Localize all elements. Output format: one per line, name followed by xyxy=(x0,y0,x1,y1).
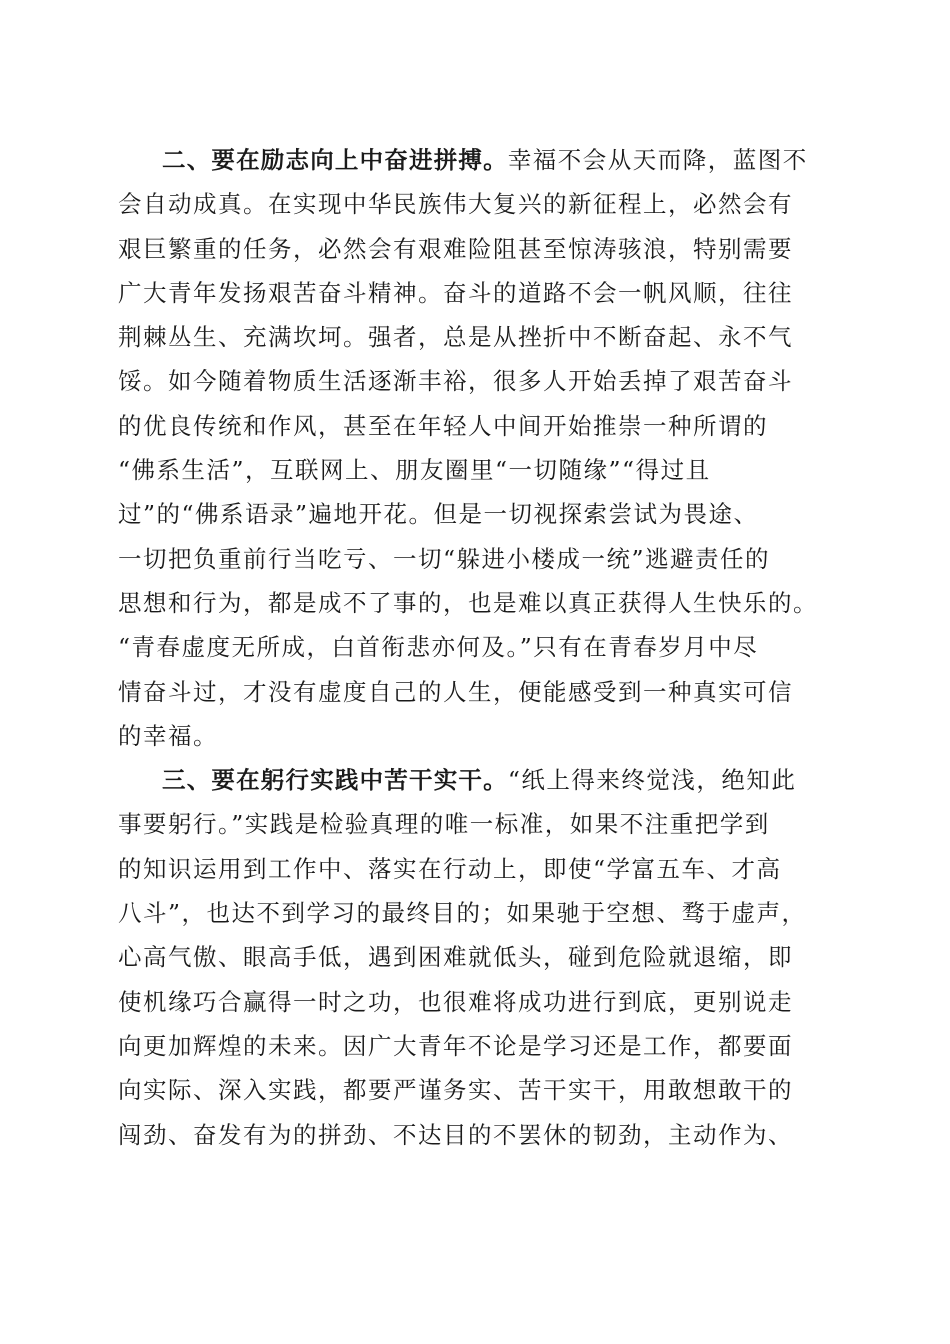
section-2-first-line xyxy=(118,138,830,182)
text-line: 过”的“佛系语录”遍地开花。但是一切视探索尝试为畏途、 xyxy=(118,500,759,529)
text-line: 使机缘巧合赢得一时之功，也很难将成功进行到底，更别说走 xyxy=(118,987,793,1016)
text-line: 思想和行为，都是成不了事的，也是难以真正获得人生快乐的。 xyxy=(118,588,818,617)
text-line: 闯劲、奋发有为的拼劲、不达目的不罢休的韧劲，主动作为、 xyxy=(118,1120,793,1149)
text-line: “佛系生活”，互联网上、朋友圈里“一切随缘”“得过且 xyxy=(118,456,711,485)
text-line: “青春虚度无所成，白首衔悲亦何及。”只有在青春岁月中尽 xyxy=(118,633,759,662)
text-line: 荆棘丛生、充满坎坷。强者，总是从挫折中不断奋起、永不气 xyxy=(118,323,793,352)
section-3-first-line xyxy=(118,758,830,802)
text-line: 的优良传统和作风，甚至在年轻人中间开始推崇一种所谓的 xyxy=(118,411,768,440)
text-line: 心高气傲、眼高手低，遇到困难就低头，碰到危险就退缩，即 xyxy=(118,943,793,972)
body-text xyxy=(118,138,830,1157)
text-line: 馁。如今随着物质生活逐渐丰裕，很多人开始丢掉了艰苦奋斗 xyxy=(118,367,793,396)
text-line: 一切把负重前行当吃亏、一切“躲进小楼成一统”逃避责任的 xyxy=(118,544,771,573)
text-line: 情奋斗过，才没有虚度自己的人生，便能感受到一种真实可信 xyxy=(118,677,793,706)
text-line: 事要躬行。”实践是检验真理的唯一标准，如果不注重把学到 xyxy=(118,810,770,839)
section-3-heading: 三、要在躬行实践中苦干实干。 xyxy=(162,766,508,795)
text-line: 向更加辉煌的未来。因广大青年不论是学习还是工作，都要面 xyxy=(118,1031,793,1060)
text-line: 会自动成真。在实现中华民族伟大复兴的新征程上，必然会有 xyxy=(118,190,793,219)
section-2-first-line-text: 幸福不会从天而降，蓝图不 xyxy=(507,146,808,174)
text-line: 的幸福。 xyxy=(118,721,218,750)
section-3-first-line-text: “纸上得来终觉浅，绝知此 xyxy=(507,766,797,795)
text-line: 向实际、深入实践，都要严谨务实、苦干实干，用敢想敢干的 xyxy=(118,1076,793,1105)
section-2-heading: 二、要在励志向上中奋进拼搏。 xyxy=(162,146,508,174)
text-line: 的知识运用到工作中、落实在行动上，即使“学富五车、才高 xyxy=(118,854,782,883)
text-line: 八斗”，也达不到学习的最终目的；如果驰于空想、骛于虚声， xyxy=(118,899,807,928)
text-line: 艰巨繁重的任务，必然会有艰难险阻甚至惊涛骇浪，特别需要 xyxy=(118,234,793,263)
text-line: 广大青年发扬艰苦奋斗精神。奋斗的道路不会一帆风顺，往往 xyxy=(118,278,793,307)
